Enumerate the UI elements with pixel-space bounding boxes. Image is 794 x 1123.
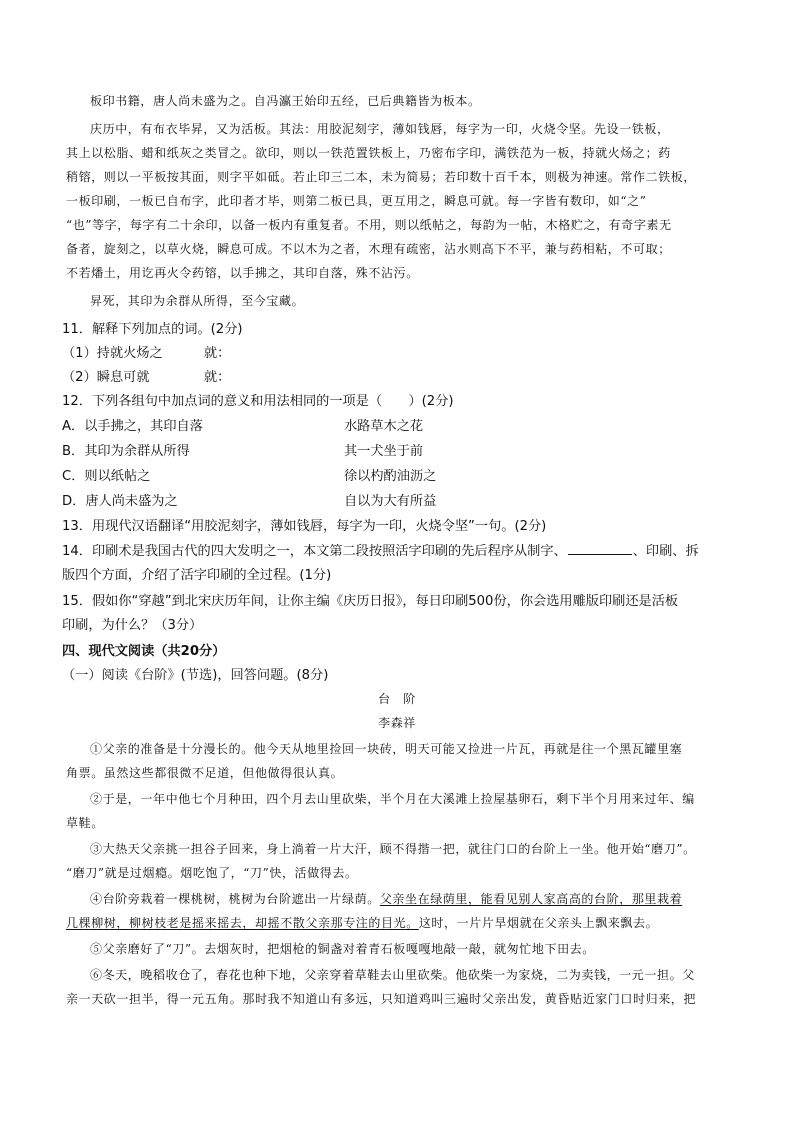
section-4-subheading: （一）阅读《台阶》(节选)，回答问题。(8分) [62, 668, 329, 683]
classical-paragraph-3: 昇死，其印为余群从所得，至今宝藏。 [90, 294, 305, 308]
classical-paragraph-2-line-7: 不若燔土，用讫再火令药镕，以手拂之，其印自落，殊不沾污。 [66, 266, 419, 280]
question-14-text-a: 14．印刷术是我国古代的四大发明之一，本文第二段按照活字印刷的先后程序从制字、 [62, 544, 567, 559]
question-12-option-a-left: A．以手拂之，其印自落 [62, 419, 203, 434]
classical-paragraph-2-line-2: 其上以松脂、蜡和纸灰之类冒之。欲印，则以一铁范置铁板上，乃密布字印，满铁范为一板，持就火炀之；药 [66, 146, 671, 160]
question-12-option-c-right: 徐以杓酌油沥之 [344, 469, 437, 484]
passage-author: 李森祥 [378, 716, 416, 730]
question-12-option-c-left: C．则以纸帖之 [62, 469, 151, 484]
modern-paragraph-6-line-2: 亲一天砍一担半，得一元五角。那时我不知道山有多远，只知道鸡叫三遍时父亲出发，黄昏贴近家门口时归来，把 [66, 992, 697, 1006]
question-11-item-2-answer: 就： [204, 370, 231, 385]
question-12: 12．下列各组句中加点词的意义和用法相同的一项是（ ）(2分) [62, 394, 454, 409]
classical-paragraph-2-line-1: 庆历中，有布衣毕昇，又为活板。其法：用胶泥刻字，薄如钱唇，每字为一印，火烧令坚。先设一铁板， [90, 122, 670, 136]
passage-title: 台 阶 [378, 692, 416, 706]
modern-paragraph-4-underlined-a: 父亲坐在绿荫里，能看见别人家高高的台阶，那里栽着 [379, 892, 683, 906]
question-15-line-1: 15．假如你“穿越”到北宋庆历年间，让你主编《庆历日报》，每日印刷500份，你会选用雕版印刷还是活板 [62, 594, 679, 609]
question-11-item-1-answer: 就： [204, 346, 231, 361]
classical-paragraph-1: 板印书籍，唐人尚未盛为之。自冯瀛王始印五经，已后典籍皆为板本。 [90, 94, 481, 108]
modern-paragraph-1-line-1: ①父亲的准备是十分漫长的。他今天从地里捡回一块砖，明天可能又捡进一片瓦，再就是往一个黑瓦罐里塞 [90, 742, 683, 756]
question-14-line-2: 版四个方面，介绍了活字印刷的全过程。(1分) [62, 568, 332, 583]
modern-paragraph-4-line-2 [66, 914, 658, 931]
question-11: 11．解释下列加点的词。(2分) [62, 322, 243, 337]
question-11-item-2: （2）瞬息可就 [62, 370, 150, 385]
question-11-item-1 [62, 342, 163, 361]
modern-paragraph-2-line-1: ②于是，一年中他七个月种田，四个月去山里砍柴，半个月在大溪滩上捡屋基卵石，剩下半个月用来过年、编 [90, 792, 695, 806]
modern-paragraph-2-line-2: 草鞋。 [66, 816, 104, 830]
classical-paragraph-2-line-3: 稍镕，则以一平板按其面，则字平如砥。若止印三二本，未为简易；若印数十百千本，则极为神速。常作二铁板， [66, 170, 697, 184]
question-12-option-b-right: 其一犬坐于前 [344, 444, 424, 459]
question-12-option-b-left: B．其印为余群从所得 [62, 444, 190, 459]
question-12-option-d-left: D．唐人尚未盛为之 [62, 494, 178, 509]
question-11-item-1-text: （1）持就火炀之 [62, 346, 163, 361]
classical-paragraph-2-line-5: “也”等字，每字有二十余印，以备一板内有重复者。不用，则以纸帖之，每韵为一帖，木格贮之，有奇字素无 [66, 218, 672, 232]
modern-paragraph-4-text-plain-b: 这时，一片片旱烟就在父亲头上飘来飘去。 [418, 916, 659, 930]
question-13: 13．用现代汉语翻译“用胶泥刻字，薄如钱唇，每字为一印，火烧令坚”一句。(2分) [62, 519, 547, 534]
question-14-answer-blank[interactable] [568, 542, 632, 555]
question-14-text-b: 、印刷、拆 [632, 544, 699, 559]
modern-paragraph-1-line-2: 角票。虽然这些都很微不足道，但他做得很认真。 [66, 766, 344, 780]
modern-paragraph-3-line-2: “磨刀”就是过烟瘾。烟吃饱了，“刀”快，活做得去。 [66, 866, 358, 880]
modern-paragraph-4-underlined-b: 几棵柳树，柳树枝老是摇来摇去，却摇不散父亲那专注的目光。 [66, 916, 419, 930]
section-4-heading: 四、现代文阅读（共20分） [62, 644, 226, 659]
modern-paragraph-3-line-1: ③大热天父亲挑一担谷子回来，身上淌着一片大汗，顾不得揩一把，就往门口的台阶上一坐。他开始“磨刀”。 [90, 842, 696, 856]
modern-paragraph-4-line-1 [90, 890, 682, 907]
question-12-option-a-right: 水路草木之花 [344, 419, 424, 434]
modern-paragraph-4-text-plain: ④台阶旁栽着一棵桃树，桃树为台阶遮出一片绿荫。 [90, 892, 380, 906]
question-14-line-1 [62, 540, 699, 559]
question-12-option-d-right: 自以为大有所益 [344, 494, 437, 509]
modern-paragraph-5: ⑤父亲磨好了“刀”。去烟灰时，把烟枪的铜盏对着青石板嘎嘎地敲一敲，就匆忙地下田去。 [90, 942, 595, 956]
modern-paragraph-6-line-1: ⑥冬天，晚稻收仓了，春花也种下地，父亲穿着草鞋去山里砍柴。他砍柴一为家烧，二为卖钱，一元一担。父 [90, 968, 695, 982]
question-15-line-2: 印刷，为什么？（3分） [62, 618, 203, 633]
classical-paragraph-2-line-6: 备者，旋刻之，以草火烧，瞬息可成。不以木为之者，木理有疏密，沾水则高下不平，兼与药相粘，不可取； [66, 242, 671, 256]
classical-paragraph-2-line-4: 一板印刷，一板已自布字，此印者才毕，则第二板已具，更互用之，瞬息可就。每一字皆有数印，如“之” [66, 194, 647, 208]
